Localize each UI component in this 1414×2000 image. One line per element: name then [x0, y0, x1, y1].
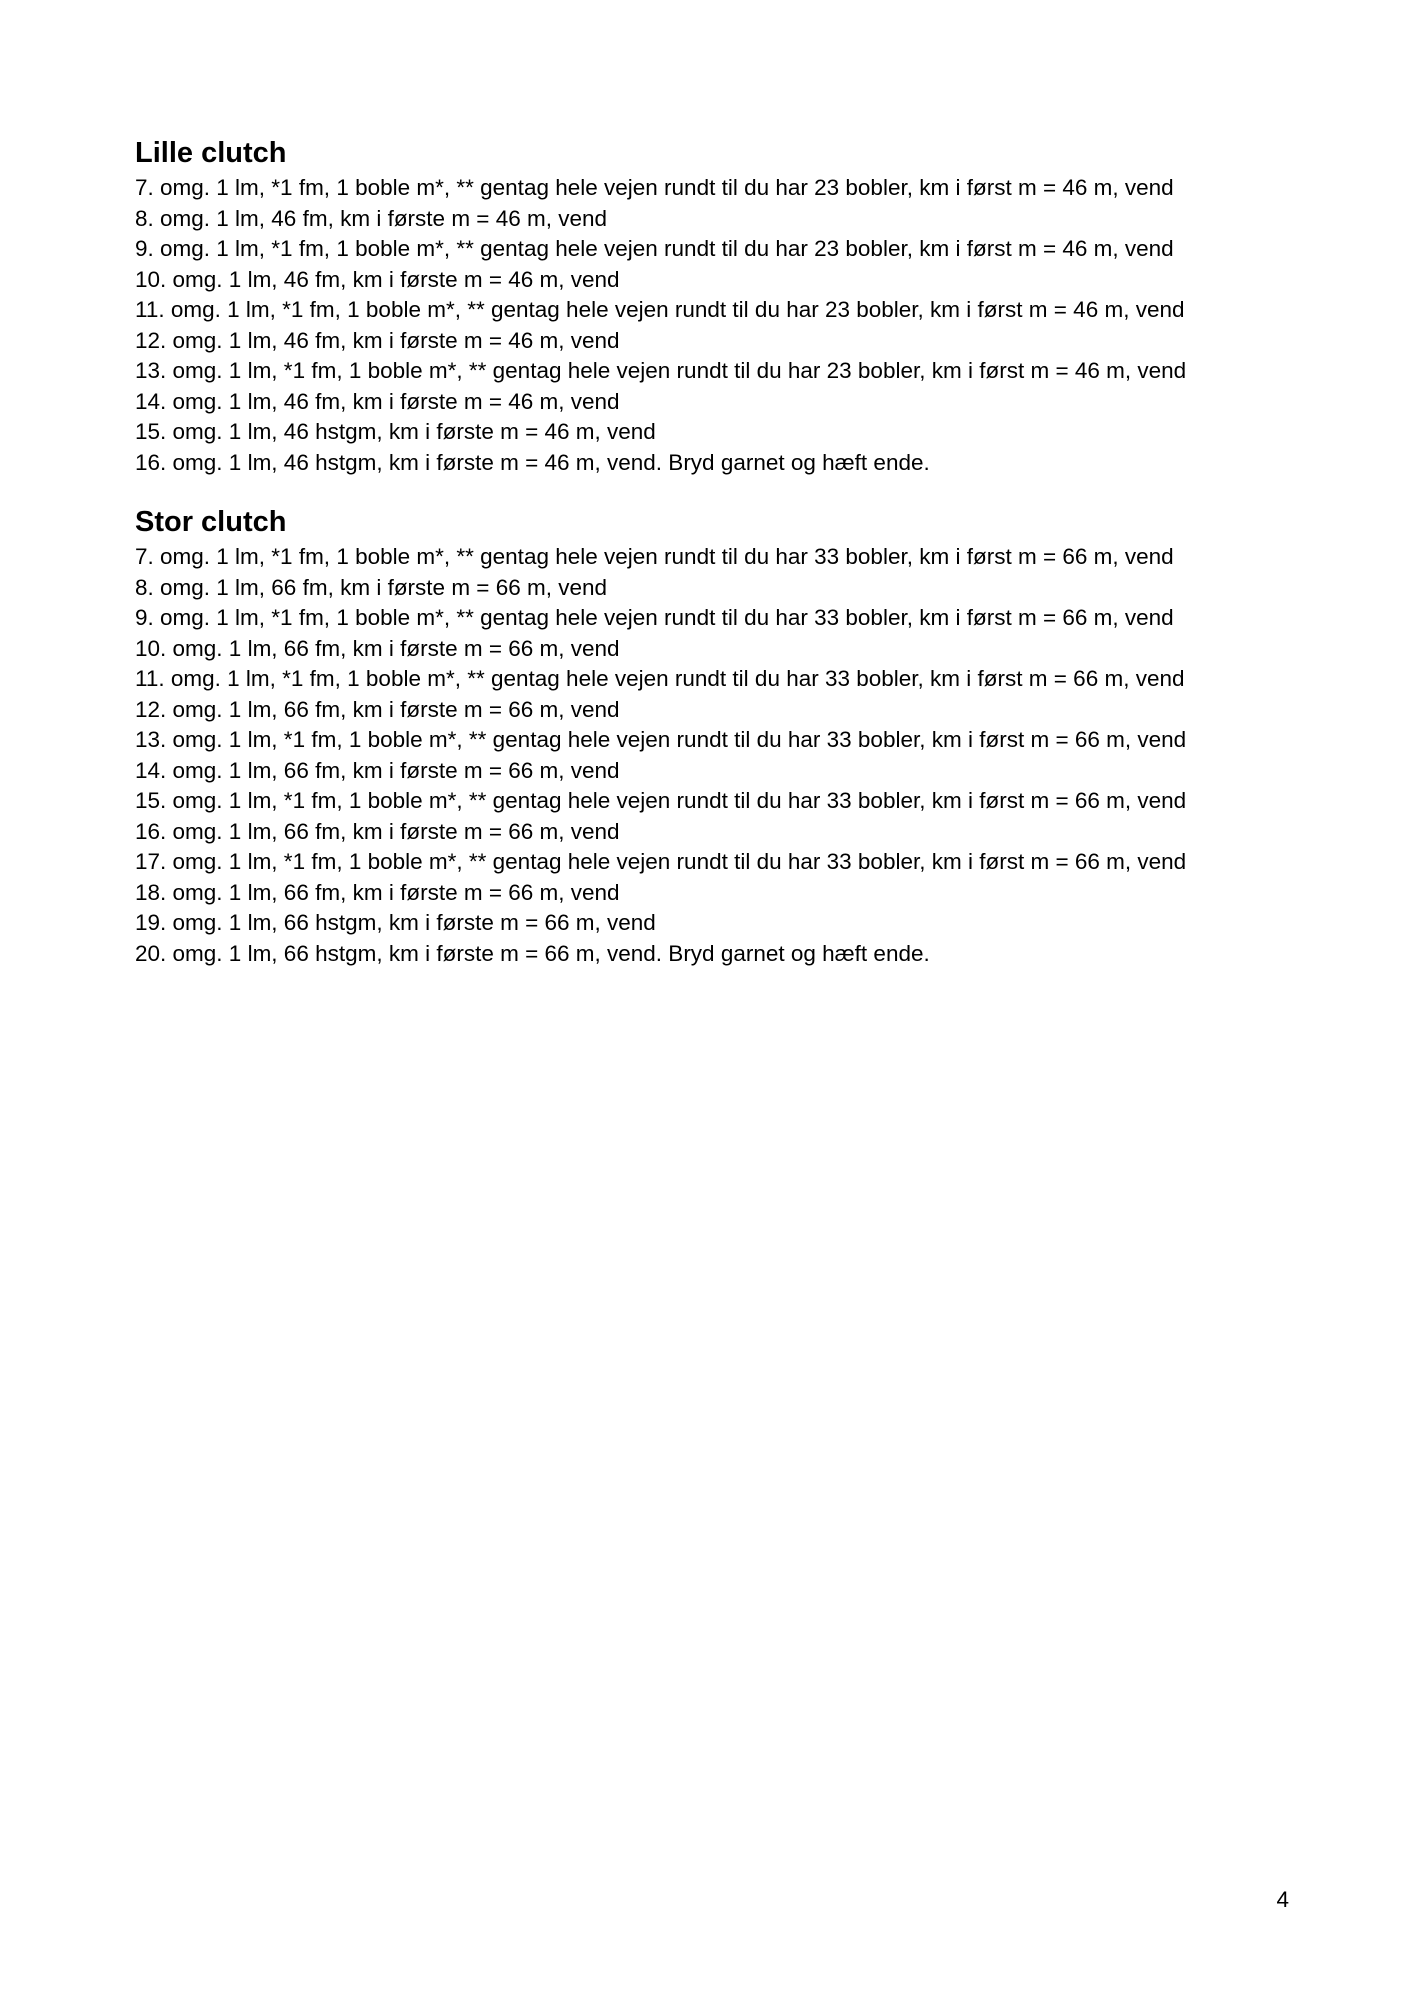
instruction-line: 8. omg. 1 lm, 66 fm, km i første m = 66 m, vend	[135, 574, 608, 600]
instruction-line: 20. omg. 1 lm, 66 hstgm, km i første m = 66 m, vend. Bryd garnet og hæft ende.	[135, 940, 930, 966]
instruction-line: 11. omg. 1 lm, *1 fm, 1 boble m*, ** gentag hele vejen rundt til du har 23 bobler, km i først m = 46 m, vend	[135, 297, 1185, 322]
instruction-line: 9. omg. 1 lm, *1 fm, 1 boble m*, ** gentag hele vejen rundt til du har 23 bobler, km i først m = 46 m, vend	[135, 236, 1174, 261]
section-stor-clutch	[135, 502, 1295, 969]
instruction-line: 11. omg. 1 lm, *1 fm, 1 boble m*, ** gentag hele vejen rundt til du har 33 bobler, km i først m = 66 m, vend	[135, 666, 1185, 691]
document-body	[135, 133, 1295, 969]
instruction-line: 19. omg. 1 lm, 66 hstgm, km i første m = 66 m, vend	[135, 910, 656, 935]
instruction-line: 8. omg. 1 lm, 46 fm, km i første m = 46 m, vend	[135, 205, 608, 231]
instruction-line: 16. omg. 1 lm, 46 hstgm, km i første m = 46 m, vend. Bryd garnet og hæft ende.	[135, 449, 930, 475]
instruction-line: 14. omg. 1 lm, 46 fm, km i første m = 46 m, vend	[135, 388, 620, 414]
section-spacer	[135, 478, 1295, 502]
instruction-line: 12. omg. 1 lm, 66 fm, km i første m = 66 m, vend	[135, 696, 620, 722]
instruction-line: 13. omg. 1 lm, *1 fm, 1 boble m*, ** gentag hele vejen rundt til du har 23 bobler, km i først m = 46 m, vend	[135, 358, 1187, 383]
instruction-list	[135, 173, 1295, 478]
instruction-line: 10. omg. 1 lm, 46 fm, km i første m = 46 m, vend	[135, 266, 620, 292]
instruction-line: 15. omg. 1 lm, 46 hstgm, km i første m = 46 m, vend	[135, 419, 656, 444]
instruction-line: 10. omg. 1 lm, 66 fm, km i første m = 66 m, vend	[135, 635, 620, 661]
page-number: 4	[1276, 1887, 1289, 1912]
instruction-line: 16. omg. 1 lm, 66 fm, km i første m = 66 m, vend	[135, 818, 620, 844]
instruction-line: 18. omg. 1 lm, 66 fm, km i første m = 66 m, vend	[135, 879, 620, 905]
instruction-line: 9. omg. 1 lm, *1 fm, 1 boble m*, ** gentag hele vejen rundt til du har 33 bobler, km i først m = 66 m, vend	[135, 605, 1174, 630]
section-heading: Stor clutch	[135, 506, 287, 538]
instruction-line: 15. omg. 1 lm, *1 fm, 1 boble m*, ** gentag hele vejen rundt til du har 33 bobler, km i først m = 66 m, vend	[135, 788, 1187, 813]
instruction-line: 12. omg. 1 lm, 46 fm, km i første m = 46 m, vend	[135, 327, 620, 353]
instruction-list	[135, 542, 1295, 969]
section-lille-clutch	[135, 133, 1295, 478]
section-heading: Lille clutch	[135, 137, 287, 169]
instruction-line: 14. omg. 1 lm, 66 fm, km i første m = 66 m, vend	[135, 757, 620, 783]
instruction-line: 17. omg. 1 lm, *1 fm, 1 boble m*, ** gentag hele vejen rundt til du har 33 bobler, km i først m = 66 m, vend	[135, 849, 1187, 874]
instruction-line: 13. omg. 1 lm, *1 fm, 1 boble m*, ** gentag hele vejen rundt til du har 33 bobler, km i først m = 66 m, vend	[135, 727, 1187, 752]
instruction-line: 7. omg. 1 lm, *1 fm, 1 boble m*, ** gentag hele vejen rundt til du har 33 bobler, km i først m = 66 m, vend	[135, 544, 1174, 569]
instruction-line: 7. omg. 1 lm, *1 fm, 1 boble m*, ** gentag hele vejen rundt til du har 23 bobler, km i først m = 46 m, vend	[135, 175, 1174, 200]
